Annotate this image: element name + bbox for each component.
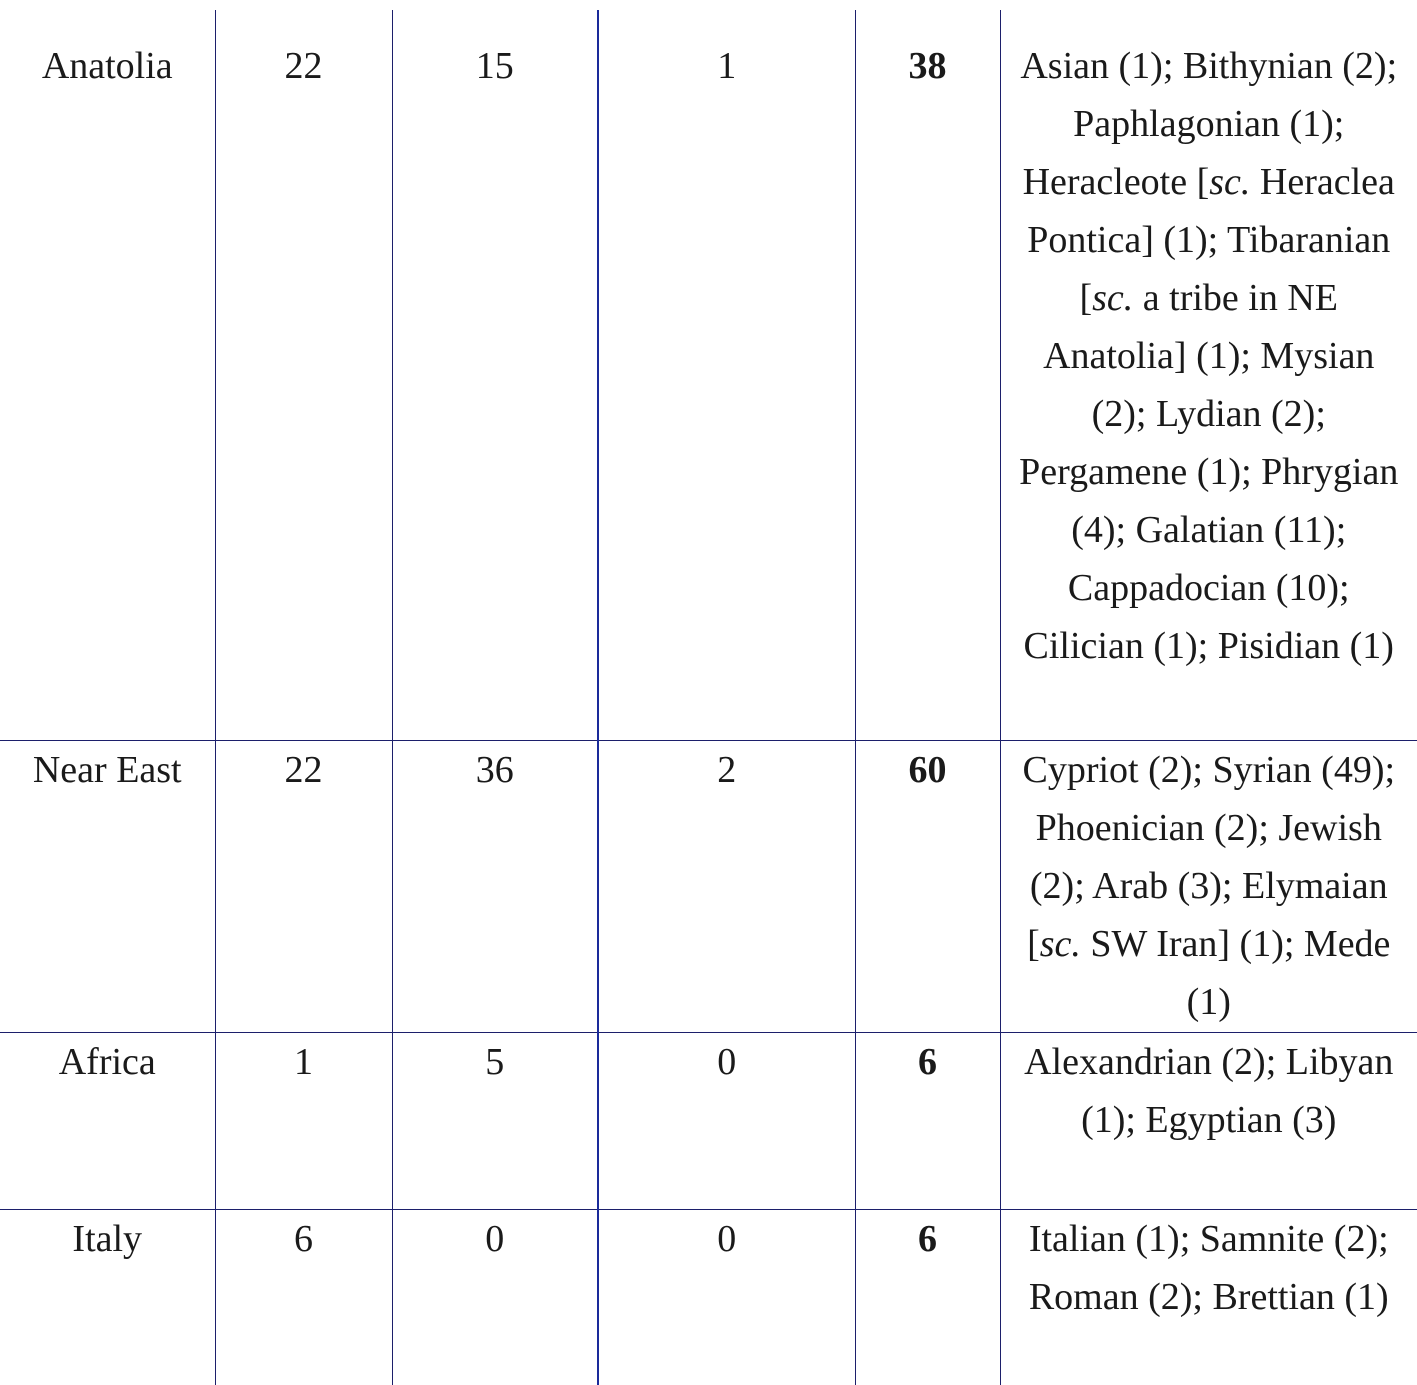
count-cell-3: 0 [598,1209,855,1385]
region-cell: Anatolia [41,45,173,87]
count-cell-1: 22 [215,740,392,1032]
region-cell: Italy [0,1209,215,1385]
detail-cell [1000,1209,1417,1385]
italic-abbreviation: sc. [1039,922,1081,965]
region-cell: Africa [0,1032,215,1209]
total-cell: 6 [855,1209,1000,1385]
detail-text: Heraclea Pontica] (1); Tibaranian [ [1027,161,1395,319]
detail-cell [1000,740,1417,1032]
total-cell: 38 [855,10,1000,740]
table-row-italy [0,1209,1417,1385]
table-row-near-east [0,740,1417,1032]
detail-text: Asian (1); Bithynian (2); Paphlagonian (1); Heracleote [ [1020,45,1398,203]
ethnic-origins-table [0,10,1417,1385]
italic-abbreviation: sc. [1092,277,1134,319]
table-row-anatolia [0,10,1417,740]
count-cell-1: 1 [215,1032,392,1209]
count-cell-2: 15 [392,10,598,740]
count-cell-2: 0 [392,1209,598,1385]
detail-text: SW Iran] (1); Mede (1) [1080,922,1391,1023]
detail-text: Cypriot (2); Syrian (49); Phoenician (2); Jewish (2); Arab (3); Elymaian [ [1022,748,1396,965]
count-cell-1: 22 [215,10,392,740]
count-cell-3: 1 [598,10,855,740]
count-cell-3: 0 [598,1032,855,1209]
detail-cell [1000,1032,1417,1209]
table-row-africa [0,1032,1417,1209]
detail-text: a tribe in NE Anatolia] (1); Mysian (2); Lydian (2); Pergamene (1); Phrygian (4); Galatian (11); Cappadocian (10); Cilician (1); Pisidian (1) [1019,277,1399,667]
detail-cell [1000,10,1417,740]
region-cell: Near East [0,740,215,1032]
total-cell: 6 [855,1032,1000,1209]
ethnic-origins-table-container [0,10,1417,1385]
count-cell-3: 2 [598,740,855,1032]
count-cell-2: 36 [392,740,598,1032]
detail-text: Alexandrian (2); Libyan (1); Egyptian (3) [1024,1040,1394,1141]
count-cell-1: 6 [215,1209,392,1385]
count-cell-2: 5 [392,1032,598,1209]
detail-text: Italian (1); Samnite (2); Roman (2); Brettian (1) [1028,1217,1389,1318]
italic-abbreviation: sc. [1209,161,1251,203]
total-cell: 60 [855,740,1000,1032]
